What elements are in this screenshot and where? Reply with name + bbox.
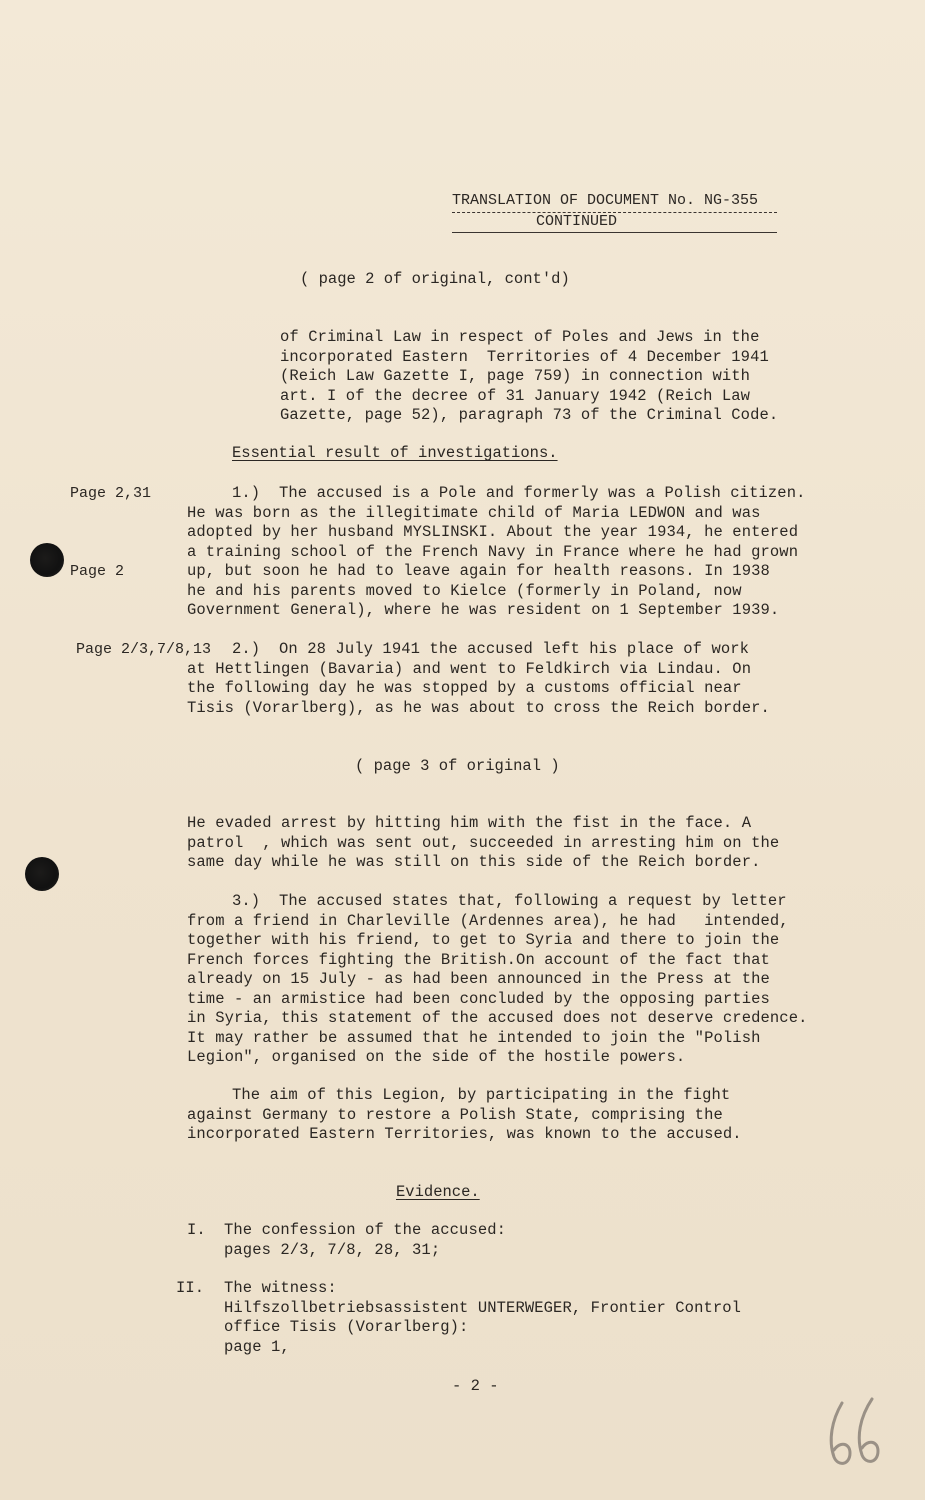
para1-line: He was born as the illegitimate child of Maria LEDWON and was xyxy=(187,503,761,522)
para2-line: Tisis (Vorarlberg), as he was about to cross the Reich border. xyxy=(187,698,770,717)
para3-line: already on 15 July - as had been announced in the Press at the xyxy=(187,970,770,988)
page-number: - 2 - xyxy=(452,1377,499,1395)
header-continued: CONTINUED xyxy=(536,213,618,230)
para1-line: Government General), where he was resident on 1 September 1939. xyxy=(187,601,780,619)
intro-line: Gazette, page 52), paragraph 73 of the Criminal Code. xyxy=(280,406,779,424)
para3-line: together with his friend, to get to Syria and there to join the xyxy=(187,931,780,949)
para3-line: It may rather be assumed that he intended to join the "Polish xyxy=(187,1028,761,1047)
para2-line: 2.) On 28 July 1941 the accused left his place of work xyxy=(232,640,750,658)
intro-line: incorporated Eastern Territories of 4 December 1941 xyxy=(280,347,769,366)
handwritten-mark xyxy=(820,1395,890,1470)
page-ref-3: ( page 3 of original ) xyxy=(355,757,560,775)
evidence-line: Hilfszollbetriebsassistent UNTERWEGER, Frontier Control xyxy=(224,1298,742,1317)
para3-line: French forces fighting the British.On account of the fact that xyxy=(187,950,770,969)
intro-line: (Reich Law Gazette I, page 759) in connection with xyxy=(280,367,751,385)
evidence-line: office Tisis (Vorarlberg): xyxy=(224,1318,469,1336)
section-heading: Essential result of investigations. xyxy=(232,444,558,462)
header-title: TRANSLATION OF DOCUMENT No. NG-355 xyxy=(452,192,759,209)
margin-note: Page 2 xyxy=(70,563,125,580)
margin-note: Page 2,31 xyxy=(70,485,152,502)
para2-line: at Hettlingen (Bavaria) and went to Feldkirch via Lindau. On xyxy=(187,659,752,678)
margin-note: Page 2/3,7/8,13 xyxy=(76,641,212,658)
para1-line: he and his parents moved to Kielce (formerly in Poland, now xyxy=(187,581,742,600)
para3-line: Legion", organised on the side of the hostile powers. xyxy=(187,1048,686,1066)
para4-line: against Germany to restore a Polish State, comprising the xyxy=(187,1105,723,1124)
evidence-num: II. xyxy=(176,1279,205,1297)
para2-cont-line: same day while he was still on this side of the Reich border. xyxy=(187,853,761,871)
para2-line: the following day he was stopped by a customs official near xyxy=(187,679,742,697)
intro-line: art. I of the decree of 31 January 1942 (Reich Law xyxy=(280,386,751,405)
evidence-line: The witness: xyxy=(224,1279,337,1297)
para1-line: a training school of the French Navy in France where he had grown xyxy=(187,542,799,561)
para1-line: up, but soon he had to leave again for health reasons. In 1938 xyxy=(187,562,770,580)
para3-line: 3.) The accused states that, following a request by letter xyxy=(232,892,787,910)
para4-line: The aim of this Legion, by participating in the fight xyxy=(232,1086,731,1104)
para1-line: adopted by her husband MYSLINSKI. About the year 1934, he entered xyxy=(187,523,799,541)
para2-cont-line: He evaded arrest by hitting him with the fist in the face. A xyxy=(187,814,752,832)
punch-hole xyxy=(30,543,64,577)
para4-line: incorporated Eastern Territories, was known to the accused. xyxy=(187,1125,742,1143)
evidence-line: pages 2/3, 7/8, 28, 31; xyxy=(224,1240,441,1259)
page-ref-2-contd: ( page 2 of original, cont'd) xyxy=(300,270,570,288)
evidence-line: The confession of the accused: xyxy=(224,1221,507,1239)
para3-line: from a friend in Charleville (Ardennes area), he had intended, xyxy=(187,911,789,930)
para3-line: in Syria, this statement of the accused does not deserve credence. xyxy=(187,1009,808,1027)
punch-hole xyxy=(25,857,59,891)
evidence-heading: Evidence. xyxy=(396,1183,480,1201)
header-rule-2 xyxy=(452,232,777,233)
para3-line: time - an armistice had been concluded by the opposing parties xyxy=(187,989,770,1008)
para1-line: 1.) The accused is a Pole and formerly was a Polish citizen. xyxy=(232,484,806,502)
intro-line: of Criminal Law in respect of Poles and Jews in the xyxy=(280,328,760,346)
evidence-num: I. xyxy=(187,1221,206,1239)
para2-cont-line: patrol , which was sent out, succeeded in arresting him on the xyxy=(187,833,780,852)
evidence-line: page 1, xyxy=(224,1337,290,1356)
